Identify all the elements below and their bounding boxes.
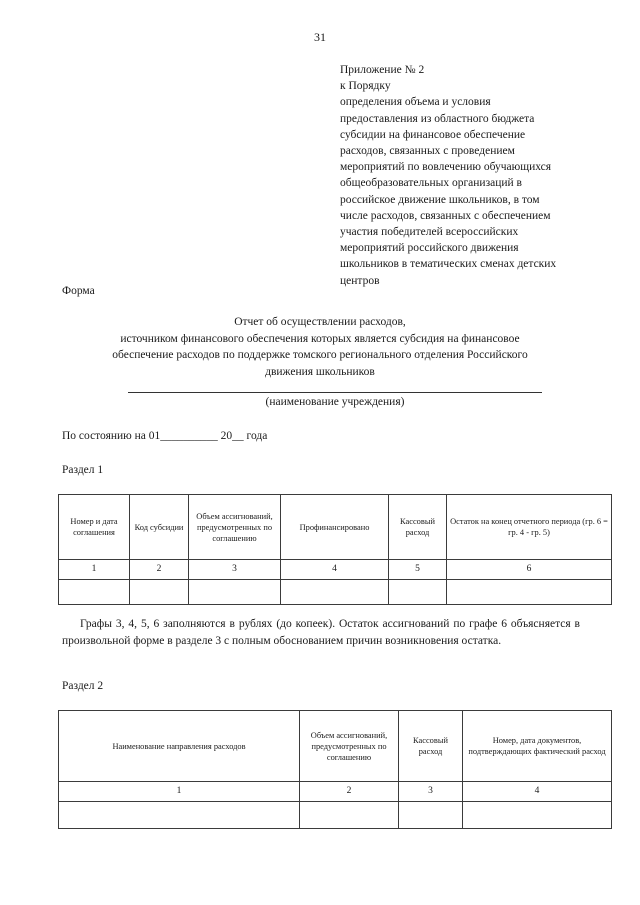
column-number-cell: 2	[130, 560, 189, 580]
table-header-cell: Наименование направления расходов	[59, 711, 300, 782]
table-header-cell: Номер и дата соглашения	[59, 495, 130, 560]
appendix-line: субсидии на финансовое обеспечение	[340, 128, 526, 141]
table-cell[interactable]	[300, 802, 399, 829]
column-number-cell: 3	[189, 560, 281, 580]
table-cell[interactable]	[189, 580, 281, 605]
appendix-line: числе расходов, связанных с обеспечением	[340, 209, 551, 222]
table-cell[interactable]	[281, 580, 389, 605]
appendix-line: участия победителей всероссийских	[340, 226, 519, 239]
appendix-line: школьников в тематических сменах детских	[340, 258, 557, 271]
table-header-row	[59, 495, 612, 560]
table-column-number-row	[59, 560, 612, 580]
table-header-cell: Код субсидии	[130, 495, 189, 560]
table-cell[interactable]	[59, 580, 130, 605]
table-header-cell: Профинансировано	[281, 495, 389, 560]
column-number-cell: 1	[59, 560, 130, 580]
column-number-cell: 1	[59, 782, 300, 802]
table-header-cell: Кассовый расход	[389, 495, 447, 560]
report-title-line: источником финансового обеспечения которых является субсидия на финансовое	[120, 332, 520, 345]
appendix-line: предоставления из областного бюджета	[340, 112, 535, 125]
table-header-cell: Остаток на конец отчетного периода (гр. 6 = гр. 4 - гр. 5)	[447, 495, 612, 560]
as-of-date-line: По состоянию на 01__________ 20__ года	[62, 430, 268, 442]
table-cell[interactable]	[389, 580, 447, 605]
table-header-cell: Кассовый расход	[399, 711, 463, 782]
institution-name-rule	[128, 392, 542, 393]
report-title	[60, 314, 580, 380]
report-title-line: обеспечение расходов по поддержке томского регионального отделения Российского	[112, 349, 528, 361]
appendix-line: мероприятий российского движения	[340, 242, 519, 255]
column-number-cell: 3	[399, 782, 463, 802]
page-number: 31	[314, 30, 326, 44]
table-cell[interactable]	[130, 580, 189, 605]
table-cell[interactable]	[399, 802, 463, 829]
column-number-cell: 2	[300, 782, 399, 802]
appendix-line: российское движение школьников, в том	[340, 193, 540, 206]
appendix-line: мероприятий по вовлечению обучающихся	[340, 161, 552, 174]
column-number-cell: 4	[463, 782, 612, 802]
table-cell[interactable]	[463, 802, 612, 829]
table-column-number-row	[59, 782, 612, 802]
appendix-line: к Порядку	[340, 80, 391, 93]
section-1-heading: Раздел 1	[62, 464, 104, 476]
section-2-heading: Раздел 2	[62, 680, 104, 692]
table-row	[59, 580, 612, 605]
form-label: Форма	[62, 285, 95, 297]
table-header-cell: Номер, дата документов, подтверждающих фактический расход	[463, 711, 612, 782]
appendix-line: Приложение № 2	[340, 64, 425, 76]
table-header-cell: Объем ассигнований, предусмотренных по соглашению	[300, 711, 399, 782]
column-number-cell: 4	[281, 560, 389, 580]
note-paragraph: Графы 3, 4, 5, 6 заполняются в рублях (до копеек). Остаток ассигнований по графе 6 объясняется в произвольной форме в разделе 3 с полным обоснованием причин возникновения остатка.	[62, 618, 580, 647]
appendix-line: общеобразовательных организаций в	[340, 177, 522, 190]
appendix-reference-block	[340, 62, 590, 289]
table-header-cell: Объем ассигнований, предусмотренных по соглашению	[189, 495, 281, 560]
appendix-line: определения объема и условия	[340, 96, 491, 109]
table-row	[59, 802, 612, 829]
table-section-2	[58, 710, 612, 829]
table-header-row	[59, 711, 612, 782]
report-title-line: Отчет об осуществлении расходов,	[234, 316, 406, 328]
column-number-cell: 5	[389, 560, 447, 580]
report-title-line: движения школьников	[265, 365, 375, 378]
table-section-1	[58, 494, 612, 605]
appendix-line: расходов, связанных с проведением	[340, 145, 515, 158]
table-cell[interactable]	[447, 580, 612, 605]
table-cell[interactable]	[59, 802, 300, 829]
institution-name-caption: (наименование учреждения)	[265, 396, 405, 408]
column-number-cell: 6	[447, 560, 612, 580]
appendix-line: центров	[340, 274, 380, 287]
